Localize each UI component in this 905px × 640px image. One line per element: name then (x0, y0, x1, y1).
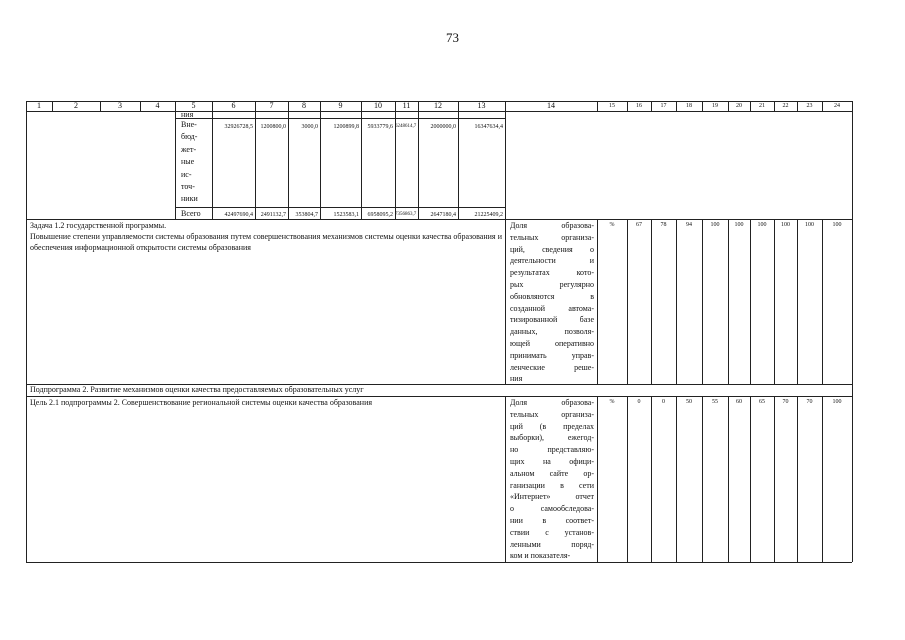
goal-2-1-indicator-line: альном сайте ор- (510, 468, 594, 478)
task-1-2-value: 100 (805, 222, 814, 228)
header-col-17: 17 (660, 103, 667, 109)
task-1-2-indicator-line: ющей оперативно (510, 339, 594, 348)
vneb-value: 3000,0 (301, 124, 318, 130)
grid-line-v (505, 219, 506, 384)
grid-line-v (26, 111, 27, 219)
row-label-vneb-line: ные (181, 157, 195, 167)
vneb-value: 6248614,7 (395, 124, 417, 129)
vsego-value: 6958095,2 (367, 212, 393, 218)
header-col-14: 14 (547, 101, 555, 110)
grid-line-v (750, 219, 751, 384)
header-col-21: 21 (759, 103, 765, 109)
goal-2-1-indicator-line: о самообследова- (510, 504, 594, 514)
grid-line-v (26, 396, 27, 562)
grid-line-v (627, 219, 628, 384)
header-col-15: 15 (609, 103, 615, 109)
goal-2-1-indicator-line: ций (в пределах (510, 421, 594, 431)
header-col-23: 23 (806, 103, 813, 109)
header-col-8: 8 (302, 101, 306, 110)
task-1-2-indicator-line: рых регулярно (510, 280, 594, 289)
task-1-2-value: 100 (832, 222, 842, 228)
goal-2-1-unit: % (609, 399, 615, 405)
task-1-2-value: 100 (710, 222, 720, 228)
vsego-value: 2647180,4 (430, 212, 456, 218)
row-label-nya: ния (181, 110, 194, 119)
header-col-9: 9 (338, 101, 343, 110)
task-1-2-value: 100 (757, 222, 767, 228)
header-col-11: 11 (402, 101, 411, 110)
grid-line-v (852, 396, 853, 562)
header-col-16: 16 (636, 103, 642, 109)
goal-2-1-indicator-line: выборки), ежегод- (510, 433, 594, 443)
header-col-5: 5 (191, 101, 196, 110)
header-col-10: 10 (374, 101, 382, 110)
subprogram-2-title: Подпрограмма 2. Развитие механизмов оценки качества предоставляемых образовательных услуг (30, 385, 364, 394)
goal-2-1-indicator-line: ленными поряд- (510, 539, 594, 549)
grid-line-v (774, 219, 775, 384)
grid-line-v (852, 111, 853, 219)
header-col-24: 24 (834, 103, 840, 109)
task-1-2-text: Повышение степени управляемости системы образования путем совершенствования механизмов системы оценки качества образования и обеспечения информационной открытости системы образования (30, 232, 502, 252)
grid-line-v (750, 396, 751, 562)
header-col-3: 3 (118, 101, 122, 110)
grid-line-h (175, 207, 505, 208)
goal-2-1-value: 0 (637, 399, 641, 405)
goal-2-1-indicator-line: но представляю- (510, 445, 594, 455)
header-col-2: 2 (74, 101, 78, 110)
goal-2-1-indicator-line: ком и показателя- (510, 551, 571, 561)
grid-line-v (852, 384, 853, 396)
header-col-22: 22 (782, 103, 789, 109)
vneb-value: 2000000,0 (430, 124, 456, 130)
vsego-value: 42497690,4 (224, 212, 253, 218)
goal-2-1-value: 70 (782, 399, 789, 405)
goal-2-1-value: 55 (712, 399, 718, 405)
goal-2-1-indicator-line: тельных организа- (510, 409, 594, 419)
goal-2-1-indicator-line: щих на офици- (510, 457, 594, 466)
grid-line-v (676, 219, 677, 384)
task-1-2-indicator-line: обновляются в (510, 291, 594, 301)
grid-line-v (774, 396, 775, 562)
page-number: 73 (446, 30, 459, 45)
vneb-value: 32926728,5 (224, 124, 253, 130)
header-col-4: 4 (155, 101, 160, 110)
header-col-20: 20 (736, 103, 742, 109)
grid-line-v (822, 396, 823, 562)
grid-line-v (505, 396, 506, 562)
header-col-7: 7 (269, 101, 274, 110)
row-label-vneb-line: Вне- (181, 120, 197, 129)
grid-line-h (26, 111, 852, 112)
header-col-18: 18 (686, 103, 692, 109)
goal-2-1-value: 0 (662, 399, 665, 405)
task-1-2-indicator-line: данных, позволя- (510, 327, 594, 337)
task-1-2-indicator-line: ленческие реше- (510, 362, 594, 372)
task-1-2-title: Задача 1.2 государственной программы. (30, 221, 167, 230)
header-col-12: 12 (434, 101, 442, 110)
task-1-2-indicator-line: ций, сведения о (510, 244, 594, 254)
grid-line-v (852, 101, 853, 111)
row-label-vsego: Всего (181, 209, 201, 218)
goal-2-1-text: Цель 2.1 подпрограммы 2. Совершенствование региональной системы оценки качества образования (30, 398, 373, 407)
task-1-2-indicator-line: результатах кото- (510, 268, 594, 278)
grid-line-v (728, 396, 729, 562)
task-1-2-value: 100 (781, 222, 790, 228)
grid-line-v (597, 219, 598, 384)
header-col-13: 13 (477, 101, 486, 110)
task-1-2-indicator-line: деятельности и (510, 256, 594, 266)
vneb-value: 1200800,0 (260, 124, 286, 130)
grid-line-v (627, 396, 628, 562)
task-1-2-indicator-line: Доля образова- (510, 221, 594, 230)
grid-line-v (852, 219, 853, 384)
goal-2-1-value: 50 (686, 399, 692, 405)
vsego-value: 1523583,1 (333, 212, 359, 218)
goal-2-1-indicator-line: Доля образова- (510, 398, 594, 407)
grid-line-v (797, 219, 798, 384)
goal-2-1-indicator-line: нии в соответ- (510, 516, 594, 525)
grid-line-v (651, 219, 652, 384)
grid-line-v (26, 219, 27, 384)
task-1-2-indicator-line: ния (510, 374, 523, 384)
task-1-2-indicator-line: принимать управ- (510, 350, 594, 360)
task-1-2-indicator-line: тизированной базе (510, 315, 594, 325)
row-label-vneb-line: бюд- (181, 132, 198, 142)
row-label-vneb-line: ис- (181, 169, 192, 179)
task-1-2-value: 78 (660, 222, 667, 228)
task-1-2-indicator-line: созданной автома- (510, 303, 594, 313)
row-label-vneb-line: ники (181, 194, 198, 204)
grid-line-v (505, 111, 506, 219)
goal-2-1-indicator-line: ганизации в сети (510, 480, 594, 490)
task-1-2-value: 100 (734, 222, 744, 228)
vneb-value: 16347634,4 (474, 124, 503, 130)
grid-line-v (728, 219, 729, 384)
header-col-1: 1 (37, 101, 41, 110)
task-1-2-value: 67 (636, 222, 642, 228)
row-label-vneb-line: жет- (181, 144, 197, 154)
goal-2-1-value: 100 (832, 399, 842, 405)
grid-line-v (597, 396, 598, 562)
goal-2-1-value: 65 (759, 399, 765, 405)
vsego-value: 353804,7 (295, 212, 318, 218)
grid-line-v (676, 396, 677, 562)
grid-line-v (702, 396, 703, 562)
grid-line-h (26, 562, 852, 563)
vsego-value: 21225409,2 (474, 212, 503, 218)
grid-line-v (702, 219, 703, 384)
vneb-value: 5933779,6 (367, 124, 393, 130)
grid-line-v (822, 219, 823, 384)
goal-2-1-indicator-line: «Интернет» отчет (510, 492, 594, 502)
task-1-2-indicator-line: тельных организа- (510, 232, 594, 242)
row-label-vneb-line: точ- (181, 182, 195, 191)
vsego-value: 2491132,7 (260, 212, 286, 218)
grid-line-v (26, 384, 27, 396)
goal-2-1-value: 60 (736, 399, 742, 405)
grid-line-v (651, 396, 652, 562)
task-1-2-unit: % (609, 222, 615, 228)
grid-line-v (175, 111, 176, 219)
task-1-2-value: 94 (686, 222, 692, 228)
vneb-value: 1200899,8 (333, 124, 359, 130)
vsego-value: 7356863,7 (395, 212, 417, 217)
grid-line-v (797, 396, 798, 562)
goal-2-1-indicator-line: ствии с установ- (510, 527, 594, 537)
grid-line-h (175, 118, 505, 119)
header-col-6: 6 (231, 101, 236, 110)
header-col-19: 19 (712, 103, 718, 109)
goal-2-1-value: 70 (806, 399, 813, 405)
